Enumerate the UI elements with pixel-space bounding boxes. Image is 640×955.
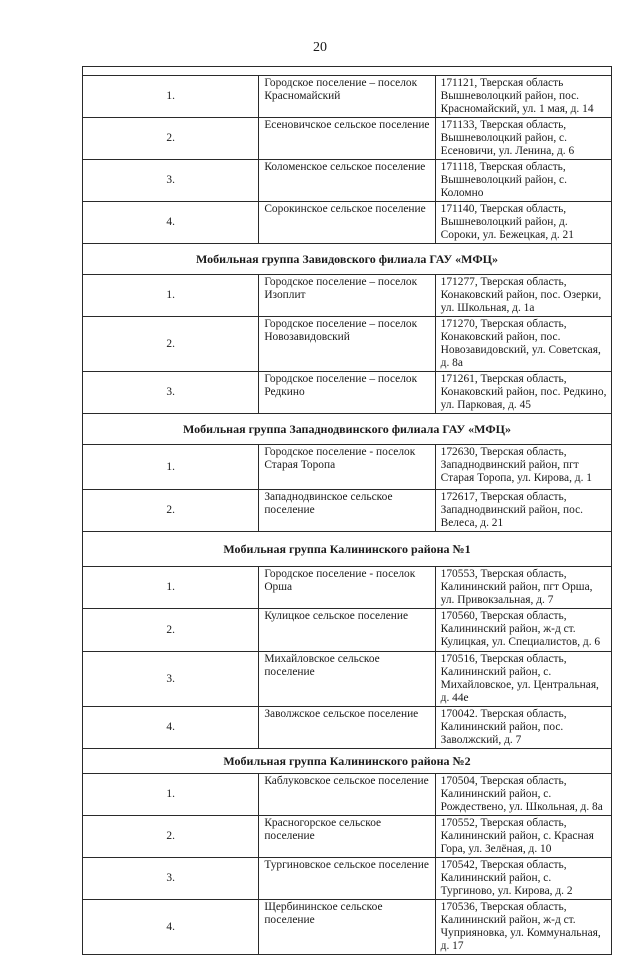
settlement-name: Кулицкое сельское поселение <box>259 609 435 652</box>
settlement-name: Городское поселение – поселок Новозавидовский <box>259 317 435 372</box>
settlement-name: Заволжское сельское поселение <box>259 707 435 749</box>
row-number: 1. <box>83 445 259 490</box>
settlement-name: Городское поселение - поселок Старая Торопа <box>259 445 435 490</box>
settlement-address: 171121, Тверская область Вышневолоцкий район, пос. Красномайский, ул. 1 мая, д. 14 <box>435 76 611 118</box>
table-row <box>83 567 612 609</box>
table-row <box>83 707 612 749</box>
table-row <box>83 816 612 858</box>
settlements-table-body <box>83 67 612 955</box>
row-number: 3. <box>83 858 259 900</box>
settlement-address: 170553, Тверская область, Калининский район, пгт Орша, ул. Привокзальная, д. 7 <box>435 567 611 609</box>
row-number: 4. <box>83 900 259 955</box>
page-number: 20 <box>313 40 327 55</box>
settlement-address: 171133, Тверская область, Вышневолоцкий район, с. Есеновичи, ул. Ленина, д. 6 <box>435 118 611 160</box>
settlement-address: 171261, Тверская область, Конаковский район, пос. Редкино, ул. Парковая, д. 45 <box>435 372 611 414</box>
settlement-name: Коломенское сельское поселение <box>259 160 435 202</box>
table-row <box>83 858 612 900</box>
row-number: 2. <box>83 118 259 160</box>
table-row <box>83 774 612 816</box>
settlement-address: 171140, Тверская область, Вышневолоцкий район, д. Сороки, ул. Бежецкая, д. 21 <box>435 202 611 244</box>
group-header-row <box>83 244 612 275</box>
row-number: 3. <box>83 652 259 707</box>
group-title: Мобильная группа Западнодвинского филиала ГАУ «МФЦ» <box>83 414 612 445</box>
row-number: 4. <box>83 202 259 244</box>
settlement-address: 171270, Тверская область, Конаковский район, пос. Новозавидовский, ул. Советская, д. 8а <box>435 317 611 372</box>
row-number: 1. <box>83 774 259 816</box>
group-header-row <box>83 532 612 567</box>
settlement-name: Сорокинское сельское поселение <box>259 202 435 244</box>
settlement-address: 172630, Тверская область, Западнодвинский район, пгт Старая Торопа, ул. Кирова, д. 1 <box>435 445 611 490</box>
table-row <box>83 160 612 202</box>
group-title: Мобильная группа Завидовского филиала ГАУ «МФЦ» <box>83 244 612 275</box>
row-number: 1. <box>83 275 259 317</box>
settlement-address: 171277, Тверская область, Конаковский район, пос. Озерки, ул. Школьная, д. 1а <box>435 275 611 317</box>
spacer-cell <box>83 67 612 76</box>
table-row <box>83 609 612 652</box>
settlement-name: Западнодвинское сельское поселение <box>259 490 435 532</box>
group-header-row <box>83 414 612 445</box>
settlement-name: Михайловское сельское поселение <box>259 652 435 707</box>
row-number: 2. <box>83 317 259 372</box>
table-row <box>83 652 612 707</box>
row-number: 3. <box>83 160 259 202</box>
settlement-address: 170504, Тверская область, Калининский район, с. Рождествено, ул. Школьная, д. 8а <box>435 774 611 816</box>
table-row <box>83 202 612 244</box>
table-row <box>83 317 612 372</box>
table-row <box>83 76 612 118</box>
table-row <box>83 900 612 955</box>
settlement-address: 170516, Тверская область, Калининский район, с. Михайловское, ул. Центральная, д. 44е <box>435 652 611 707</box>
row-number: 4. <box>83 707 259 749</box>
group-title: Мобильная группа Калининского района №2 <box>83 749 612 774</box>
settlement-address: 170542, Тверская область, Калининский район, с. Тургиново, ул. Кирова, д. 2 <box>435 858 611 900</box>
settlement-name: Красногорское сельское поселение <box>259 816 435 858</box>
settlement-address: 170042. Тверская область, Калининский район, пос. Заволжский, д. 7 <box>435 707 611 749</box>
settlement-address: 172617, Тверская область, Западнодвинский район, пос. Велеса, д. 21 <box>435 490 611 532</box>
settlement-name: Щербининское сельское поселение <box>259 900 435 955</box>
row-number: 2. <box>83 490 259 532</box>
settlement-name: Городское поселение - поселок Орша <box>259 567 435 609</box>
row-number: 1. <box>83 76 259 118</box>
row-number: 2. <box>83 816 259 858</box>
row-number: 3. <box>83 372 259 414</box>
settlement-name: Тургиновское сельское поселение <box>259 858 435 900</box>
table-row <box>83 372 612 414</box>
row-number: 2. <box>83 609 259 652</box>
settlement-name: Городское поселение – поселок Редкино <box>259 372 435 414</box>
table-top-spacer <box>83 67 612 76</box>
settlement-name: Каблуковское сельское поселение <box>259 774 435 816</box>
settlement-address: 170552, Тверская область, Калининский район, с. Красная Гора, ул. Зелёная, д. 10 <box>435 816 611 858</box>
settlement-name: Городское поселение – поселок Красномайский <box>259 76 435 118</box>
settlement-address: 170560, Тверская область, Калининский район, ж-д ст. Кулицкая, ул. Специалистов, д. 6 <box>435 609 611 652</box>
settlements-table <box>82 66 612 955</box>
row-number: 1. <box>83 567 259 609</box>
settlement-address: 170536, Тверская область, Калининский район, ж-д ст. Чуприяновка, ул. Коммунальная, д. 17 <box>435 900 611 955</box>
table-row <box>83 118 612 160</box>
settlement-name: Есеновичское сельское поселение <box>259 118 435 160</box>
group-title: Мобильная группа Калининского района №1 <box>83 532 612 567</box>
table-row <box>83 490 612 532</box>
settlement-address: 171118, Тверская область, Вышневолоцкий район, с. Коломно <box>435 160 611 202</box>
settlements-table-container <box>82 66 612 955</box>
group-header-row <box>83 749 612 774</box>
table-row <box>83 445 612 490</box>
settlement-name: Городское поселение – поселок Изоплит <box>259 275 435 317</box>
table-row <box>83 275 612 317</box>
